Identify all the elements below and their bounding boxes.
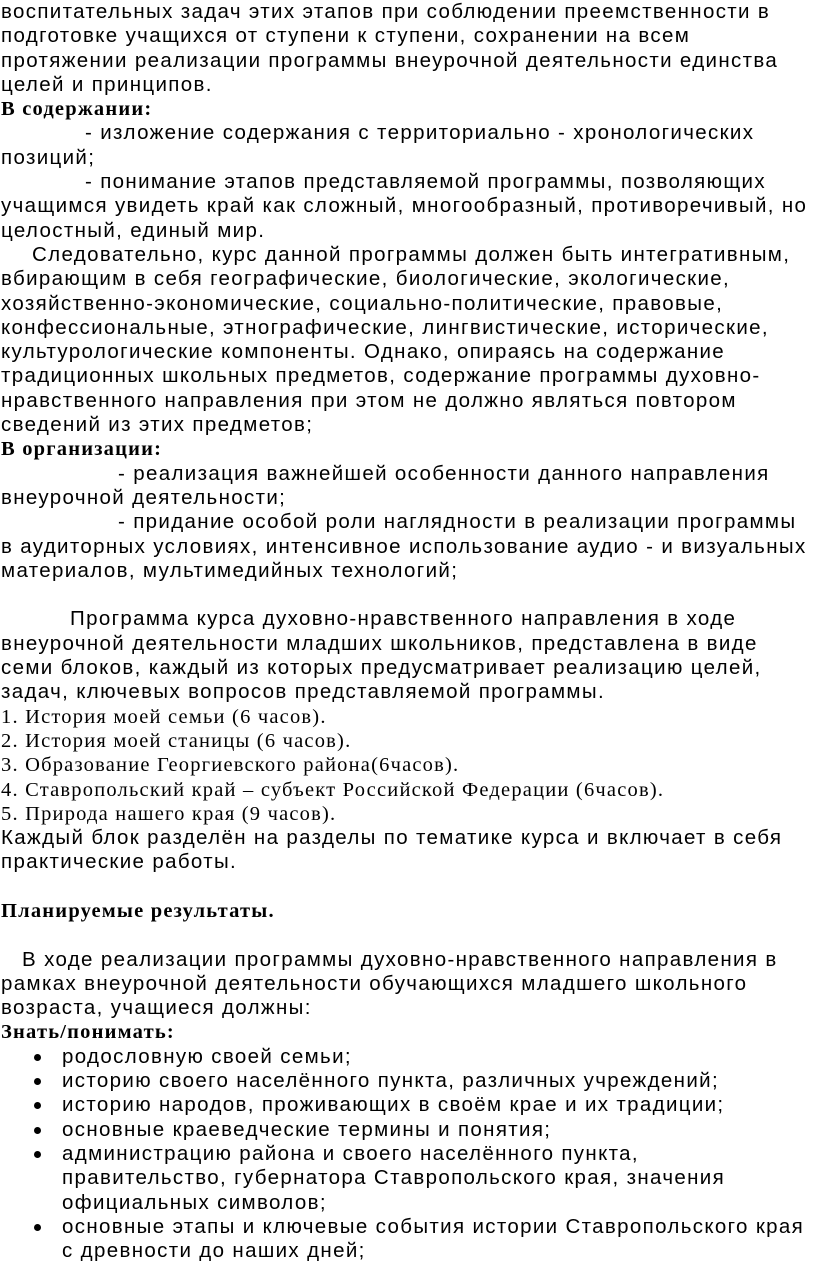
block-item: 3. Образование Георгиевского района(6часов). [1, 754, 460, 777]
content-heading: В содержании: [1, 98, 153, 121]
spacer [1, 923, 810, 947]
know-list-item [1, 1118, 810, 1142]
know-item-text: историю народов, проживающих в своём крае и их традиции; [62, 1093, 725, 1117]
bullet-icon [34, 1127, 41, 1134]
block-item: 4. Ставропольский край – субъект Российской Федерации (6часов). [1, 778, 665, 801]
bullet-icon [34, 1078, 41, 1085]
know-list-item [1, 1045, 810, 1069]
content-item: - изложение содержания с территориально - хронологических позиций; [1, 121, 755, 169]
spacer [1, 583, 810, 607]
know-list-item [1, 1069, 810, 1093]
results-paragraph: В ходе реализации программы духовно-нравственного направления в рамках внеурочной деятельности обучающихся младшего школьного возраста, учащиеся должны: [1, 947, 778, 1020]
know-item-text: историю своего населённого пункта, различных учреждений; [62, 1069, 719, 1093]
spacer [1, 875, 810, 899]
blocks-note: Каждый блок разделён на разделы по тематике курса и включает в себя практические работы. [1, 826, 783, 874]
know-list-item [1, 1142, 810, 1215]
blocks-paragraph: Программа курса духовно-нравственного направления в ходе внеурочной деятельности младших школьников, представлена в виде семи блоков, каждый из которых предусматривает реализацию целей, задач, ключевых вопросов представляемой программы. [1, 607, 762, 704]
know-item-text: основные этапы и ключевые события истории Ставропольского края с древности до наших дней; [62, 1214, 805, 1263]
integrative-paragraph: Следовательно, курс данной программы должен быть интегративным, вбирающим в себя географические, биологические, экологические, хозяйственно-экономические, социально-политические, правовые, конфессиональные, этнографические, лингвистические, исторические, культурологические компоненты. Однако, опираясь на содержание традиционных школьных предметов, содержание программы духовно-нравственного направления при этом не должно являться повтором сведений из этих предметов; [1, 242, 791, 437]
know-item-text: основные краеведческие термины и понятия; [62, 1117, 552, 1141]
block-item: 1. История моей семьи (6 часов). [1, 705, 327, 728]
organization-heading: В организации: [1, 438, 163, 461]
bullet-icon [34, 1151, 41, 1158]
know-item-text: родословную своей семьи; [62, 1044, 352, 1068]
organization-item: - реализация важнейшей особенности данного направления внеурочной деятельности; [1, 461, 770, 509]
results-heading: Планируемые результаты. [1, 899, 275, 922]
know-heading: Знать/понимать: [1, 1021, 175, 1044]
intro-paragraph: воспитательных задач этих этапов при соблюдении преемственности в подготовке учащихся от ступени к ступени, сохранении на всем протяжении реализации программы внеурочной деятельности единства целей и принципов. [1, 0, 779, 96]
block-item: 2. История моей станицы (6 часов). [1, 729, 352, 752]
bullet-icon [34, 1224, 41, 1231]
block-item: 5. Природа нашего края (9 часов). [1, 802, 337, 825]
bullet-icon [34, 1054, 41, 1061]
organization-item: - придание особой роли наглядности в реализации программы в аудиторных условиях, интенсивное использование аудио - и визуальных материалов, мультимедийных технологий; [1, 510, 807, 582]
bullet-icon [34, 1102, 41, 1109]
know-list-item [1, 1093, 810, 1117]
content-item: - понимание этапов представляемой программы, позволяющих учащимся увидеть край как сложный, многообразный, противоречивый, но целостный, единый мир. [1, 170, 808, 242]
know-item-text: администрацию района и своего населённого пункта, правительство, губернатора Ставропольского края, значения официальных символов; [62, 1141, 726, 1214]
